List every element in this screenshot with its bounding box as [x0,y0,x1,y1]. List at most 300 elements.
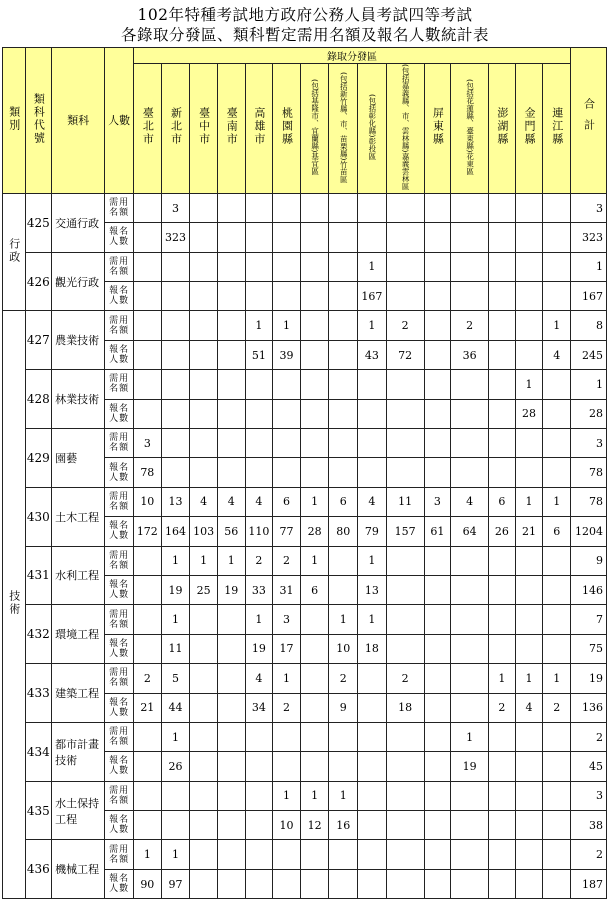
row-type-label: 需用名額 [105,311,134,340]
value-cell [451,399,489,428]
value-cell: 13 [161,487,190,516]
value-cell [273,458,301,487]
value-cell: 1 [543,311,571,340]
value-cell [190,340,218,369]
value-cell: 157 [386,517,424,546]
value-cell [424,399,451,428]
value-cell [190,811,218,840]
value-cell: 3 [161,193,190,222]
header-region-14 [543,64,571,194]
header-people: 人數 [105,48,134,194]
value-cell [329,252,358,281]
subject-name: 林業技術 [52,370,105,429]
row-type-label: 需用名額 [105,664,134,693]
header-region-label: 澎湖縣 [495,107,509,147]
value-cell: 10 [329,634,358,663]
value-cell [161,811,190,840]
value-cell [134,634,162,663]
row-type-label: 報名人數 [105,458,134,487]
row-type-label: 報名人數 [105,811,134,840]
total-cell: 45 [571,752,607,781]
value-cell [489,399,516,428]
value-cell [190,458,218,487]
value-cell [489,458,516,487]
value-cell [424,722,451,751]
value-cell [424,252,451,281]
value-cell [386,811,424,840]
row-type-label: 需用名額 [105,252,134,281]
value-cell [134,575,162,604]
value-cell [245,370,273,399]
value-cell: 6 [489,487,516,516]
value-cell [300,223,329,252]
value-cell [134,252,162,281]
value-cell: 28 [515,399,543,428]
row-type-label: 報名人數 [105,340,134,369]
subject-name: 水利工程 [52,546,105,605]
subject-code: 429 [25,428,52,487]
table-row [3,605,607,634]
subject-name: 園藝 [52,428,105,487]
row-type-label: 需用名額 [105,193,134,222]
value-cell [424,458,451,487]
value-cell [217,869,245,898]
value-cell [190,282,218,311]
total-cell: 78 [571,458,607,487]
subject-name: 交通行政 [52,193,105,252]
value-cell: 103 [190,517,218,546]
value-cell: 1 [161,605,190,634]
value-cell: 16 [329,811,358,840]
value-cell [386,840,424,869]
value-cell: 34 [245,693,273,722]
value-cell [386,223,424,252]
value-cell [329,340,358,369]
value-cell: 36 [451,340,489,369]
value-cell: 4 [190,487,218,516]
value-cell [190,428,218,457]
value-cell: 19 [245,634,273,663]
subject-code: 435 [25,781,52,840]
value-cell [386,428,424,457]
value-cell [273,252,301,281]
value-cell [134,781,162,810]
value-cell [217,811,245,840]
total-cell: 1 [571,252,607,281]
value-cell [451,634,489,663]
value-cell [273,722,301,751]
value-cell: 10 [134,487,162,516]
table-row [3,722,607,751]
value-cell [161,282,190,311]
value-cell: 2 [386,311,424,340]
total-cell: 78 [571,487,607,516]
value-cell [161,311,190,340]
value-cell [273,869,301,898]
value-cell [424,282,451,311]
value-cell [424,370,451,399]
value-cell: 1 [161,722,190,751]
value-cell: 51 [245,340,273,369]
value-cell: 4 [245,664,273,693]
value-cell [424,781,451,810]
value-cell: 25 [190,575,218,604]
value-cell [424,840,451,869]
value-cell [300,193,329,222]
value-cell: 21 [134,693,162,722]
value-cell [217,252,245,281]
total-cell: 3 [571,428,607,457]
value-cell: 1 [273,781,301,810]
value-cell [489,752,516,781]
value-cell: 1 [300,546,329,575]
total-cell: 245 [571,340,607,369]
value-cell [300,752,329,781]
value-cell: 31 [273,575,301,604]
value-cell: 2 [134,664,162,693]
value-cell [190,252,218,281]
value-cell: 1 [273,311,301,340]
value-cell: 78 [134,458,162,487]
header-category-text: 類別 [7,105,21,132]
value-cell [543,458,571,487]
value-cell: 1 [515,487,543,516]
header-code-text: 類科代號 [32,92,46,145]
header-region-label: (包括嘉義縣、市、雲林縣)嘉義雲林區 [401,64,411,190]
value-cell [329,282,358,311]
row-type-label: 需用名額 [105,546,134,575]
value-cell [515,722,543,751]
value-cell [300,693,329,722]
value-cell: 21 [515,517,543,546]
value-cell [245,811,273,840]
total-cell: 187 [571,869,607,898]
value-cell [217,752,245,781]
header-region-label: 臺中市 [197,107,211,147]
statistics-table [2,47,607,899]
value-cell: 33 [245,575,273,604]
value-cell: 56 [217,517,245,546]
value-cell [217,428,245,457]
value-cell: 4 [358,487,387,516]
value-cell [245,252,273,281]
value-cell: 1 [543,664,571,693]
value-cell [161,458,190,487]
value-cell: 1 [300,781,329,810]
subject-name: 農業技術 [52,311,105,370]
value-cell [300,605,329,634]
value-cell [245,428,273,457]
value-cell [329,722,358,751]
value-cell [424,428,451,457]
header-region-0 [134,64,162,194]
header-region-label: 高雄市 [252,107,266,147]
value-cell [515,223,543,252]
page-subtitle: 各錄取分發區、類科暫定需用名額及報名人數統計表 [120,26,489,44]
value-cell [190,399,218,428]
value-cell [217,605,245,634]
header-region-2 [190,64,218,194]
value-cell [515,575,543,604]
total-cell: 1204 [571,517,607,546]
value-cell [190,722,218,751]
value-cell [543,605,571,634]
value-cell: 19 [451,752,489,781]
value-cell [515,752,543,781]
value-cell: 2 [386,664,424,693]
header-total [571,48,607,194]
value-cell [273,223,301,252]
value-cell: 90 [134,869,162,898]
value-cell [451,811,489,840]
value-cell [300,840,329,869]
value-cell [451,693,489,722]
total-cell: 2 [571,840,607,869]
value-cell [489,811,516,840]
value-cell [190,193,218,222]
value-cell: 18 [386,693,424,722]
value-cell [489,340,516,369]
value-cell [489,546,516,575]
value-cell [489,282,516,311]
total-cell: 8 [571,311,607,340]
value-cell [300,399,329,428]
subject-code: 426 [25,252,52,311]
value-cell [515,840,543,869]
row-type-label: 報名人數 [105,693,134,722]
value-cell [543,722,571,751]
value-cell [451,575,489,604]
value-cell [386,575,424,604]
total-cell: 7 [571,605,607,634]
header-region-8 [358,64,387,194]
header-total-text: 合計 [582,97,596,140]
value-cell: 10 [273,811,301,840]
value-cell [489,840,516,869]
value-cell [489,370,516,399]
value-cell [245,282,273,311]
value-cell [424,340,451,369]
header-code [25,48,52,194]
value-cell [489,634,516,663]
value-cell [161,399,190,428]
row-type-label: 報名人數 [105,399,134,428]
page-title: 102年特種考試地方政府公務人員考試四等考試 [137,6,473,24]
value-cell [134,811,162,840]
value-cell [161,340,190,369]
value-cell [217,664,245,693]
row-type-label: 需用名額 [105,840,134,869]
value-cell [358,193,387,222]
value-cell: 1 [358,311,387,340]
row-type-label: 需用名額 [105,781,134,810]
value-cell: 26 [489,517,516,546]
value-cell: 1 [515,370,543,399]
value-cell [273,428,301,457]
value-cell: 9 [329,693,358,722]
header-region-label: (包括彰化縣)彰投區 [367,94,377,160]
value-cell: 323 [161,223,190,252]
subject-code: 436 [25,840,52,899]
header-region-11 [451,64,489,194]
value-cell [217,840,245,869]
value-cell [451,193,489,222]
value-cell [134,399,162,428]
value-cell [358,811,387,840]
value-cell [515,282,543,311]
value-cell: 6 [543,517,571,546]
value-cell [217,282,245,311]
category-label: 行政 [7,237,21,264]
value-cell [329,840,358,869]
value-cell [543,252,571,281]
value-cell [245,223,273,252]
value-cell [424,811,451,840]
value-cell [217,193,245,222]
value-cell [358,869,387,898]
total-cell: 1 [571,370,607,399]
value-cell [515,605,543,634]
value-cell: 2 [245,546,273,575]
value-cell [451,458,489,487]
value-cell [134,752,162,781]
value-cell [358,223,387,252]
value-cell [300,722,329,751]
value-cell [217,340,245,369]
total-cell: 3 [571,193,607,222]
value-cell [190,370,218,399]
subject-code: 434 [25,722,52,781]
value-cell [358,370,387,399]
value-cell [515,811,543,840]
header-region-label: (包括新竹縣、市、苗栗縣)竹苗區 [339,71,349,183]
header-region-12 [489,64,516,194]
value-cell: 4 [217,487,245,516]
value-cell: 4 [515,693,543,722]
total-cell: 2 [571,722,607,751]
value-cell [190,311,218,340]
subject-code: 428 [25,370,52,429]
value-cell [386,722,424,751]
value-cell [543,370,571,399]
value-cell [386,781,424,810]
value-cell [424,693,451,722]
value-cell [489,428,516,457]
value-cell: 2 [273,693,301,722]
value-cell [217,634,245,663]
value-cell [386,546,424,575]
value-cell [424,575,451,604]
subject-name: 機械工程 [52,840,105,899]
total-cell: 38 [571,811,607,840]
value-cell [190,840,218,869]
total-cell: 146 [571,575,607,604]
value-cell [489,781,516,810]
value-cell [329,752,358,781]
value-cell [451,370,489,399]
value-cell [273,840,301,869]
value-cell [161,370,190,399]
value-cell [543,634,571,663]
value-cell: 2 [273,546,301,575]
table-row [3,840,607,869]
value-cell [329,869,358,898]
value-cell: 2 [329,664,358,693]
value-cell [134,311,162,340]
value-cell [300,869,329,898]
total-cell: 9 [571,546,607,575]
value-cell: 18 [358,634,387,663]
category-label: 技術 [7,590,21,617]
value-cell [451,840,489,869]
header-region-10 [424,64,451,194]
value-cell [515,869,543,898]
value-cell: 19 [161,575,190,604]
value-cell [543,781,571,810]
value-cell [489,223,516,252]
value-cell [543,840,571,869]
total-cell: 323 [571,223,607,252]
value-cell [358,722,387,751]
value-cell [217,399,245,428]
value-cell [489,193,516,222]
value-cell [424,752,451,781]
value-cell [358,399,387,428]
value-cell [217,722,245,751]
value-cell [515,458,543,487]
value-cell [358,664,387,693]
category-cell [3,311,26,899]
value-cell: 5 [161,664,190,693]
value-cell: 11 [161,634,190,663]
table-row [3,487,607,516]
subject-code: 427 [25,311,52,370]
value-cell [543,869,571,898]
value-cell: 1 [161,546,190,575]
value-cell [329,311,358,340]
value-cell [424,223,451,252]
value-cell [245,458,273,487]
value-cell: 6 [300,575,329,604]
value-cell: 64 [451,517,489,546]
value-cell: 4 [245,487,273,516]
value-cell [134,340,162,369]
value-cell: 164 [161,517,190,546]
value-cell [543,399,571,428]
header-region-4 [245,64,273,194]
value-cell: 6 [329,487,358,516]
value-cell [217,311,245,340]
value-cell [515,546,543,575]
row-type-label: 需用名額 [105,370,134,399]
value-cell [273,282,301,311]
value-cell [489,575,516,604]
value-cell: 1 [300,487,329,516]
table-row [3,428,607,457]
value-cell [245,840,273,869]
value-cell: 44 [161,693,190,722]
value-cell [329,370,358,399]
header-region-label: 臺南市 [225,107,239,147]
total-cell: 19 [571,664,607,693]
total-cell: 28 [571,399,607,428]
value-cell [161,781,190,810]
value-cell: 72 [386,340,424,369]
header-region-label: 金門縣 [523,107,536,147]
value-cell [515,193,543,222]
value-cell [424,546,451,575]
value-cell: 1 [489,664,516,693]
